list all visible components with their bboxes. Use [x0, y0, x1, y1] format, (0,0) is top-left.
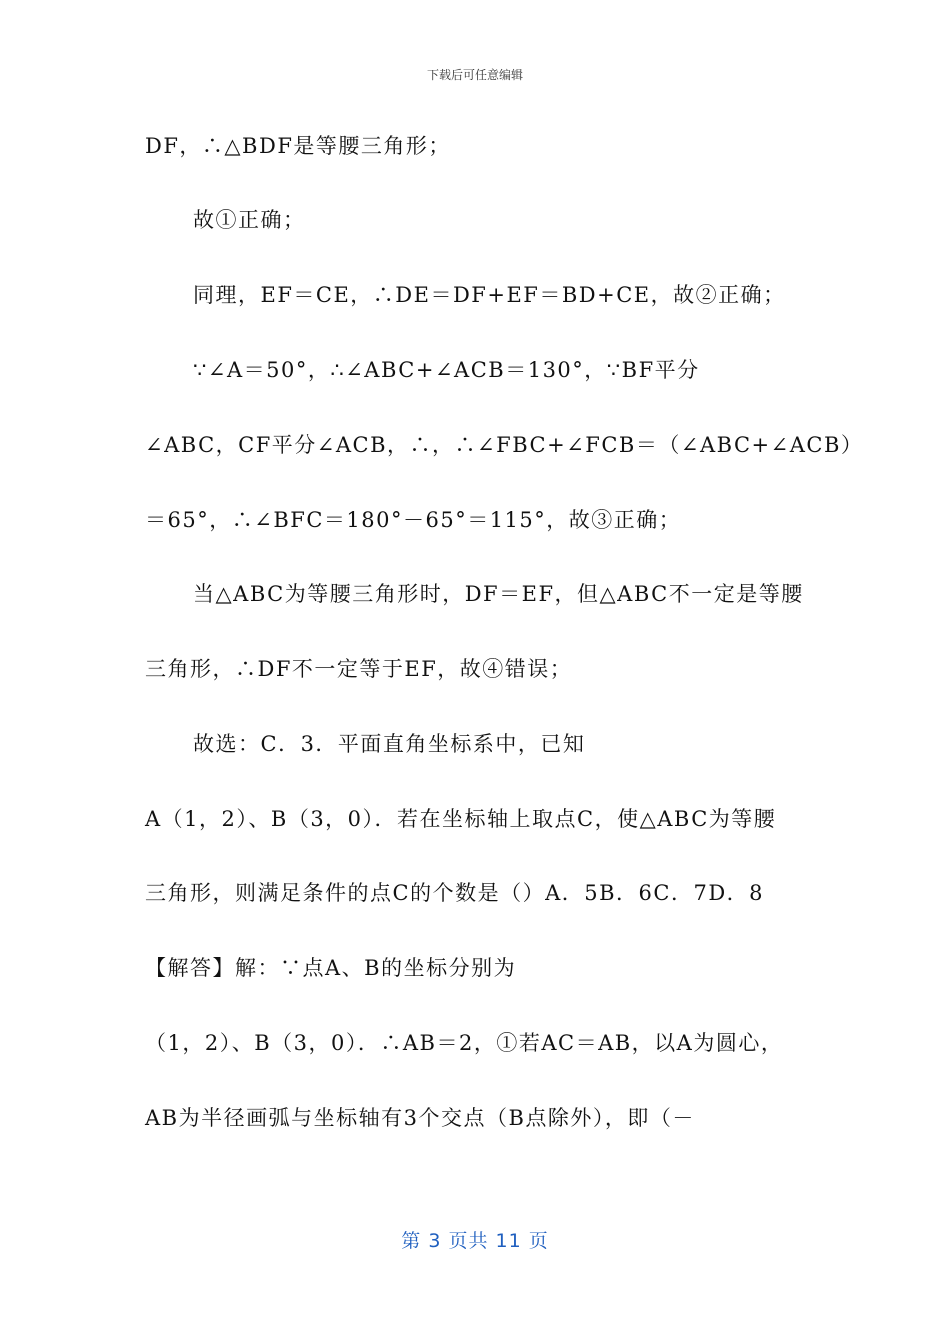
text-line-7: 当△ABC为等腰三角形时，DF＝EF，但△ABC不一定是等腰: [193, 582, 804, 606]
text-line-5: ∠ABC，CF平分∠ACB，∴，∴∠FBC+∠FCB＝（∠ABC+∠ACB）: [145, 433, 864, 457]
text-line-3: 同理，EF＝CE，∴DE＝DF+EF＝BD+CE，故②正确；: [193, 283, 786, 307]
text-line-13: （1，2）、B（3，0）．∴AB＝2，①若AC＝AB，以A为圆心，: [145, 1031, 784, 1055]
text-line-14: AB为半径画弧与坐标轴有3个交点（B点除外），即（－: [145, 1106, 695, 1130]
text-line-9: 故选：C．3．平面直角坐标系中，已知: [193, 732, 586, 756]
text-line-6: ＝65°，∴∠BFC＝180°－65°＝115°，故③正确；: [145, 508, 682, 532]
text-line-12: 【解答】解：∵点A、B的坐标分别为: [145, 956, 517, 980]
text-line-10: A（1，2）、B（3，0）．若在坐标轴上取点C，使△ABC为等腰: [145, 807, 777, 831]
text-line-4: ∵∠A＝50°，∴∠ABC+∠ACB＝130°，∵BF平分: [193, 358, 700, 382]
page-footer: 第 3 页共 11 页: [401, 1230, 549, 1252]
text-line-1: DF，∴△BDF是等腰三角形；: [145, 134, 451, 158]
text-line-8: 三角形，∴DF不一定等于EF，故④错误；: [145, 657, 573, 681]
text-line-2: 故①正确；: [193, 208, 306, 232]
page-header: 下载后可任意编辑: [426, 68, 523, 82]
text-line-11: 三角形，则满足条件的点C的个数是（）A．5B．6C．7D．8: [145, 881, 765, 905]
